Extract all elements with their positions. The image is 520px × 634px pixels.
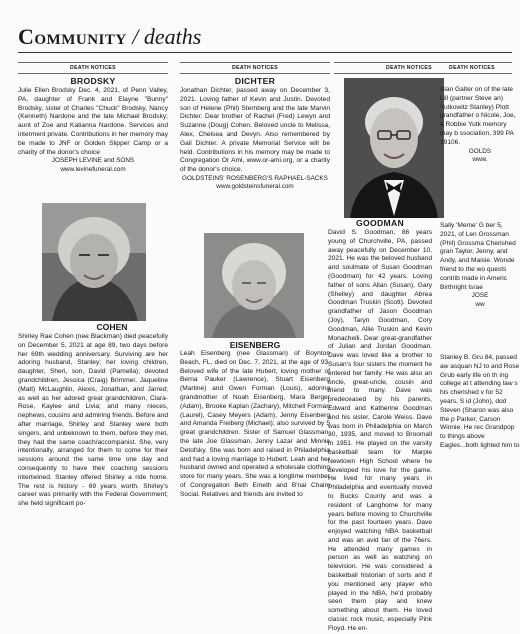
notice-body: Sally 'Meme' G ber 5, 2021, of Len Grossman (Phil) Grossma Cherished gran Taylor, Jenny, and Andy, and Maisie. Wonde friend to the wo quests contrib made in Americ Birthright Israe xyxy=(440,222,516,291)
notice-grub xyxy=(440,354,520,512)
funeral-home: JOSEPH LEVINE and SONS xyxy=(51,157,135,165)
notice-body: Shirley Rae Cohen (nee Blackman) died peacefully on December 5, 2021 at age 89, two days before her 69th wedding anniversary. Surviving are her adoring husband, Stanley; her loving children, daughter, Sheri, son, David (Pamella); devoted grandchildren, Jessica (Craig) Brimmer, Jaqueline (Matt) McLaughlin, Alexis, Jonathan, and Jarred; as well as her adored great grandchildren, Clara-Rose, Kaylee and Livia; and many nieces, nephews, cousins and admiring friends. Before and after marriage, Shirley and Stanley were both singers, and unbeknown to them, before they met, they had the same coach/accompanist. She, very intentionally, arranged for them to come for their sessions around the same time one day and consequently to have their coaching sessions intertwined. Stanley offered Shirley a ride home. The rest is history - 69 years worth. Shirley's career was primarily with the Federal Government; she held significant po- xyxy=(18,333,168,508)
notice-eisenberg xyxy=(180,350,330,512)
notice-body: Julie Ellen Brodsky Dec. 4, 2021, of Penn Valley, PA, daughter of Frank and Elayne "Bunny" Brodsky, sister of Charles "Chuck" Brodsky, Nancy (Kenneth) Nardone and the late Michael Brodsky; aunt of Zoe and Katianna Nardone. Services and interment private. Contributions in her memory may be made to JNF or Golden Slipper Camp or a charity of the donor's choice xyxy=(18,87,168,156)
notice-dichter xyxy=(180,76,330,234)
header-rule xyxy=(18,52,512,53)
section-subtitle: deaths xyxy=(143,24,202,49)
funeral-home: GOLDS xyxy=(468,147,492,155)
notice-body: Stanley B. Gru 84, passed aw asquan NJ to and Rose Grub early life on th ing college at t attending law s his cherished v for 52 years, S id (John), dod Steven (Sharon was also the p Parker, Carson Winnie. He rec Grandpop to things above Eagles...both lighted him to xyxy=(440,354,520,449)
notice-name: COHEN xyxy=(96,322,128,332)
section-header xyxy=(18,24,201,50)
section-separator: / xyxy=(132,24,139,49)
funeral-home: JOSE xyxy=(471,292,489,300)
funeral-website: www.levinefuneral.com xyxy=(60,165,126,173)
photo-cohen xyxy=(42,203,146,321)
funeral-website: www. xyxy=(472,156,488,164)
notice-name: DICHTER xyxy=(234,76,276,86)
photo-goodman xyxy=(344,78,444,218)
section-title: Community xyxy=(18,24,127,49)
notice-grossman xyxy=(440,222,520,334)
funeral-website: ww xyxy=(475,300,485,308)
column-heading-4: DEATH NOTICES xyxy=(432,62,512,74)
notice-goodman xyxy=(328,218,432,632)
notice-name: GOODMAN xyxy=(356,218,404,228)
notice-body: Jonathan Dichter, passed away on December 3, 2021. Loving father of Kevin and Justin. Devoted son of Helene (Phil) Sternberg and the late Marvin Dichter. Dear brother of Rachel (Fred) Lewyn and Suzanne (Doug) Cohen. Beloved uncle to Melissa, Alex, Chelsea and Devyn. Also remembered by Gail Dichter. A private Memorial Service will be held. Contributions in his memory may be made to Congregation Or Ami, www.or-ami.org, or a charity of the donor's choice. xyxy=(180,87,330,174)
notice-body: David S. Goodman, 86 years young of Churchville, PA, passed away peacefully on December 10, 2021. He was the beloved husband and soulmate of Susan Goodman (Goodman) for 42 years. Loving father of sons Allan (Susan), Gary (Shelley) and daughter Abrea Goodman Truskin (Scott). Devoted grandfather of Jason Goodman (Joy), Taryn Goodman, Cory Goodman, Allie Truskin and Kevin Monachelli. Dear great-grandfather of Julian and Jordan Goodman. Dave was loved like a brother to Susan's four sisters the moment he entered her family. He was also an uncle, great-uncle, cousin and friend to many. Dave was predeceased by his parents, Edward and Katherine Goodman and his sister, Carole Weiss. Dave was born in Philadelphia on March 30, 1935, and moved to Broomall in 1951. He played on the varsity basketball team for Marple Newtown High School where he developed his love for the game. He lived for many years in Philadelphia and eventually moved to Bucks County and was a resident of Langhorne for many years before moving to Churchville for the past fourteen years. Dave enjoyed watching NBA basketball and was an avid fan of the 76ers. He attended many games in person as well as watching on television. He was considered a basketball historian of sorts and if you mentioned any player who played in the NBA, he'd probably seen them play and knew something about them. He loved classic rock music, especially Pink Floyd. He en- xyxy=(328,229,432,632)
funeral-website: www.goldsteinsfuneral.com xyxy=(216,183,294,191)
photo-eisenberg xyxy=(204,233,304,338)
notice-brodsky xyxy=(18,76,168,196)
column-heading-1: DEATH NOTICES xyxy=(18,62,168,74)
notice-name: BRODSKY xyxy=(70,76,116,86)
notice-galter xyxy=(440,86,520,196)
notice-body: Alan Galter on of the late Lill (partner Steve an) Yutkowitz Stanley) Plott grandfather o Nicole, Joe, a Robbie Yutk memory may b ssociation, 399 PA 19106. xyxy=(440,86,516,146)
column-heading-3: DEATH NOTICES xyxy=(334,62,484,74)
column-heading-2: DEATH NOTICES xyxy=(180,62,330,74)
notice-cohen xyxy=(18,333,168,512)
notice-name: EISENBERG xyxy=(229,340,281,350)
notice-body: Leah Eisenberg (nee Glassman) of Boynton Beach, FL, died on Dec. 7, 2021, at the age of 93. Beloved wife of the late Hubert, loving mother of Berna Pauker (Lawrence), Stuart Eisenberg (Martine) and Gwen Forman (Louis), adoring grandmother of Noah Eisenberg, Mara Berger (Adam), Brooke Kaplan (Zachary), Mitchell Forman (Laurel), Casey Meyers (Adam), Jenny Eisenberg and Amanda Freiberg (Michael); also survived by 5 great grandchildren. Sister of Samuel Glassman, the late Joe Glassman, Jenny Lazar and Minnie Detofsky. She was born and raised in Philadelphia and had a loving marriage to Hubert. Leah and her husband owned and operated a wholesale clothing store for many years. She was a longtime member of Congregation Beth Emeth and B'nai Chaim Social. Relatives and friends are invited to xyxy=(180,350,330,498)
funeral-home: GOLDSTEINS' ROSENBERG'S RAPHAEL-SACKS xyxy=(182,174,328,182)
